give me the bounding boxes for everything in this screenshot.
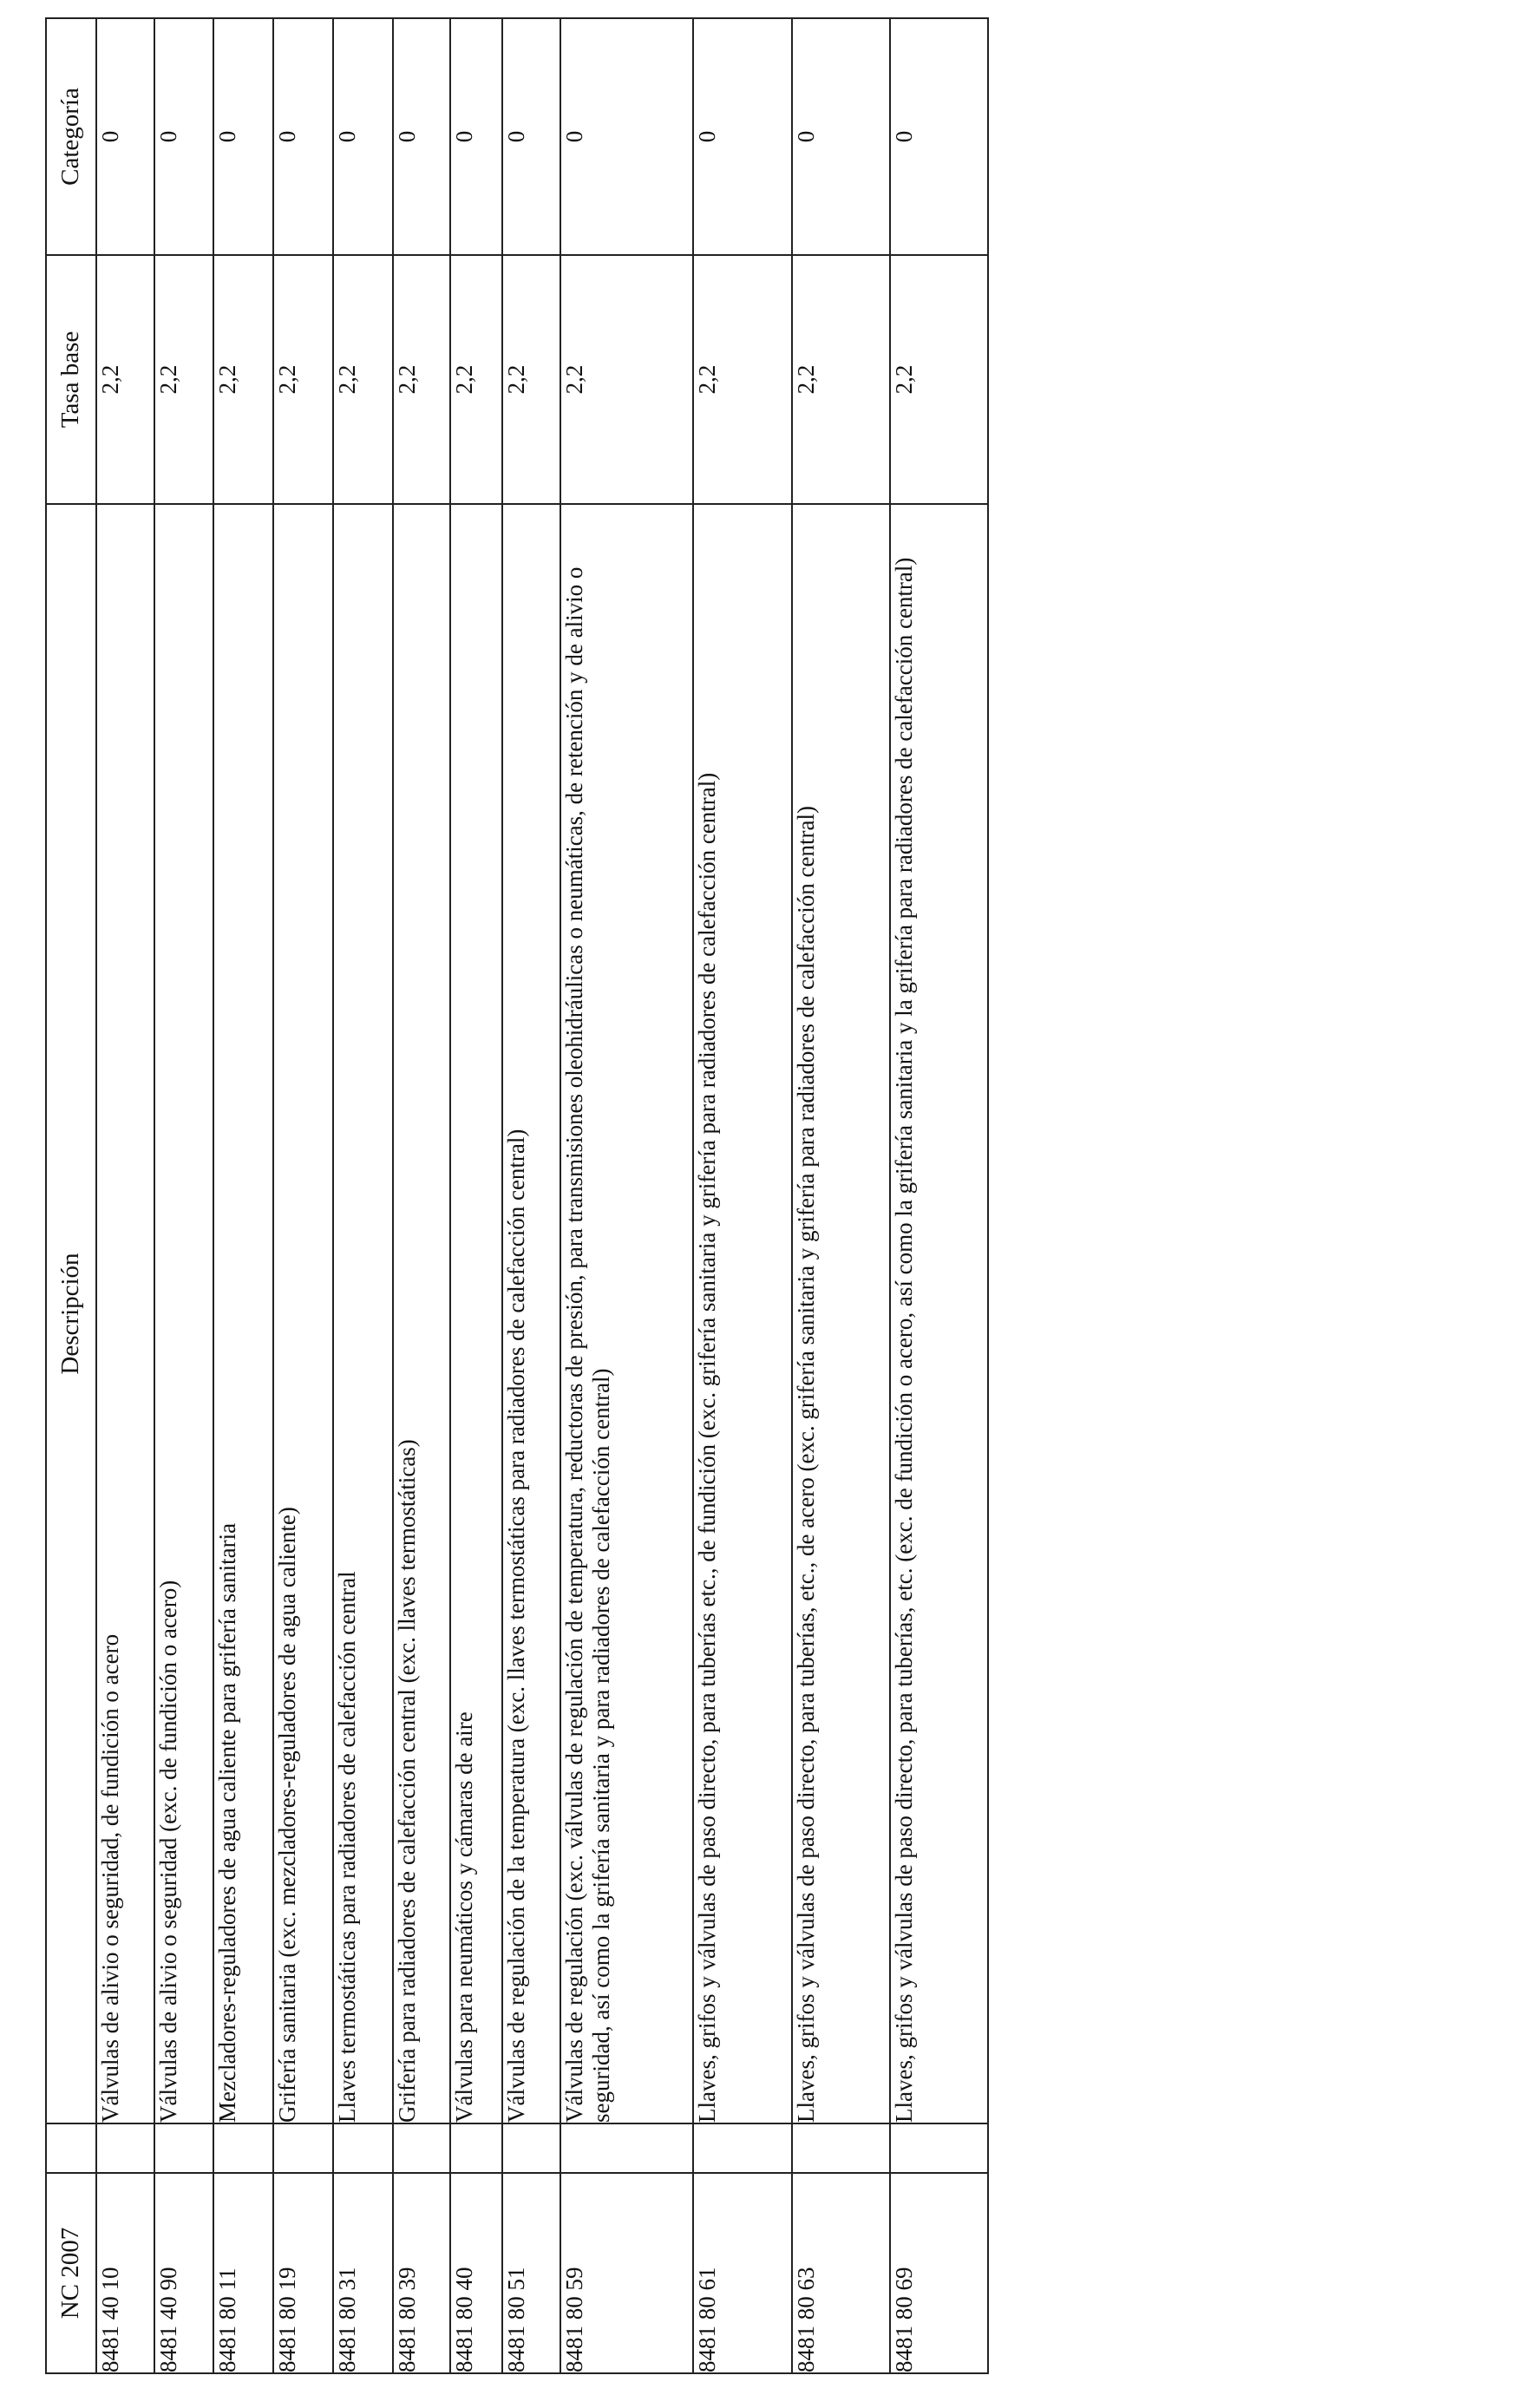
description-cell: Válvulas para neumáticos y cámaras de aire	[450, 504, 502, 2123]
nc-code-cell: 8481 80 69	[890, 2173, 988, 2373]
base-rate-cell: 2,2	[502, 255, 560, 504]
category-cell: 0	[560, 18, 693, 255]
table-row	[502, 18, 560, 2373]
nc-code-cell: 8481 40 10	[96, 2173, 154, 2373]
base-rate-cell: 2,2	[213, 255, 273, 504]
spacer-cell	[333, 2123, 393, 2173]
base-rate-cell: 2,2	[96, 255, 154, 504]
category-cell: 0	[693, 18, 791, 255]
description-cell: Grifería sanitaria (exc. mezcladores-reguladores de agua caliente)	[273, 504, 333, 2123]
nc-code-cell: 8481 40 90	[154, 2173, 214, 2373]
table-row	[273, 18, 333, 2373]
header-descripcion: Descripción	[46, 504, 96, 2123]
table-row	[333, 18, 393, 2373]
table-row	[450, 18, 502, 2373]
spacer-cell	[502, 2123, 560, 2173]
spacer-cell	[560, 2123, 693, 2173]
description-cell: Grifería para radiadores de calefacción central (exc. llaves termostáticas)	[393, 504, 451, 2123]
header-tasa-base: Tasa base	[46, 255, 96, 504]
description-cell: Llaves, grifos y válvulas de paso directo, para tuberías etc., de fundición (exc. grifería sanitaria y grifería para radiadores de calefacción central)	[693, 504, 791, 2123]
spacer-cell	[890, 2123, 988, 2173]
rotated-table-container	[45, 19, 989, 2374]
nc-code-cell: 8481 80 40	[450, 2173, 502, 2373]
spacer-cell	[393, 2123, 451, 2173]
category-cell: 0	[154, 18, 214, 255]
header-spacer	[46, 2123, 96, 2173]
base-rate-cell: 2,2	[693, 255, 791, 504]
table-header-row	[46, 18, 96, 2373]
table-row	[693, 18, 791, 2373]
table-row	[154, 18, 214, 2373]
description-cell: Llaves termostáticas para radiadores de calefacción central	[333, 504, 393, 2123]
base-rate-cell: 2,2	[450, 255, 502, 504]
category-cell: 0	[450, 18, 502, 255]
nc-code-cell: 8481 80 11	[213, 2173, 273, 2373]
table-row	[792, 18, 890, 2373]
nc-code-cell: 8481 80 31	[333, 2173, 393, 2373]
spacer-cell	[96, 2123, 154, 2173]
base-rate-cell: 2,2	[393, 255, 451, 504]
table-row	[890, 18, 988, 2373]
description-cell: Llaves, grifos y válvulas de paso directo, para tuberías, etc. (exc. de fundición o acero, así como la grifería sanitaria y la grifería para radiadores de calefacción central)	[890, 504, 988, 2123]
header-categoria: Categoría	[46, 18, 96, 255]
table-row	[560, 18, 693, 2373]
spacer-cell	[273, 2123, 333, 2173]
nc-code-cell: 8481 80 63	[792, 2173, 890, 2373]
header-nc-2007: NC 2007	[46, 2173, 96, 2373]
base-rate-cell: 2,2	[333, 255, 393, 504]
spacer-cell	[450, 2123, 502, 2173]
base-rate-cell: 2,2	[560, 255, 693, 504]
nc-code-cell: 8481 80 19	[273, 2173, 333, 2373]
table-row	[96, 18, 154, 2373]
nc-code-cell: 8481 80 61	[693, 2173, 791, 2373]
category-cell: 0	[890, 18, 988, 255]
base-rate-cell: 2,2	[890, 255, 988, 504]
description-cell: Mezcladores-reguladores de agua caliente para grifería sanitaria	[213, 504, 273, 2123]
description-cell: Válvulas de alivio o seguridad, de fundición o acero	[96, 504, 154, 2123]
description-cell: Llaves, grifos y válvulas de paso directo, para tuberías, etc., de acero (exc. grifería sanitaria y grifería para radiadores de calefacción central)	[792, 504, 890, 2123]
description-cell: Válvulas de regulación (exc. válvulas de regulación de temperatura, reductoras de presión, para transmisiones oleohidráulicas o neumáticas, de retención y de alivio o seguridad, así como la grifería sanitaria y para radiadores de calefacción central)	[560, 504, 693, 2123]
description-cell: Válvulas de regulación de la temperatura (exc. llaves termostáticas para radiadores de calefacción central)	[502, 504, 560, 2123]
table-row	[393, 18, 451, 2373]
base-rate-cell: 2,2	[154, 255, 214, 504]
spacer-cell	[693, 2123, 791, 2173]
nc-code-cell: 8481 80 39	[393, 2173, 451, 2373]
spacer-cell	[792, 2123, 890, 2173]
base-rate-cell: 2,2	[273, 255, 333, 504]
category-cell: 0	[96, 18, 154, 255]
table-body	[96, 18, 988, 2373]
spacer-cell	[154, 2123, 214, 2173]
category-cell: 0	[213, 18, 273, 255]
category-cell: 0	[333, 18, 393, 255]
tariff-table	[45, 17, 989, 2374]
table-row	[213, 18, 273, 2373]
category-cell: 0	[273, 18, 333, 255]
nc-code-cell: 8481 80 51	[502, 2173, 560, 2373]
nc-code-cell: 8481 80 59	[560, 2173, 693, 2373]
category-cell: 0	[393, 18, 451, 255]
description-cell: Válvulas de alivio o seguridad (exc. de fundición o acero)	[154, 504, 214, 2123]
category-cell: 0	[792, 18, 890, 255]
base-rate-cell: 2,2	[792, 255, 890, 504]
spacer-cell	[213, 2123, 273, 2173]
category-cell: 0	[502, 18, 560, 255]
